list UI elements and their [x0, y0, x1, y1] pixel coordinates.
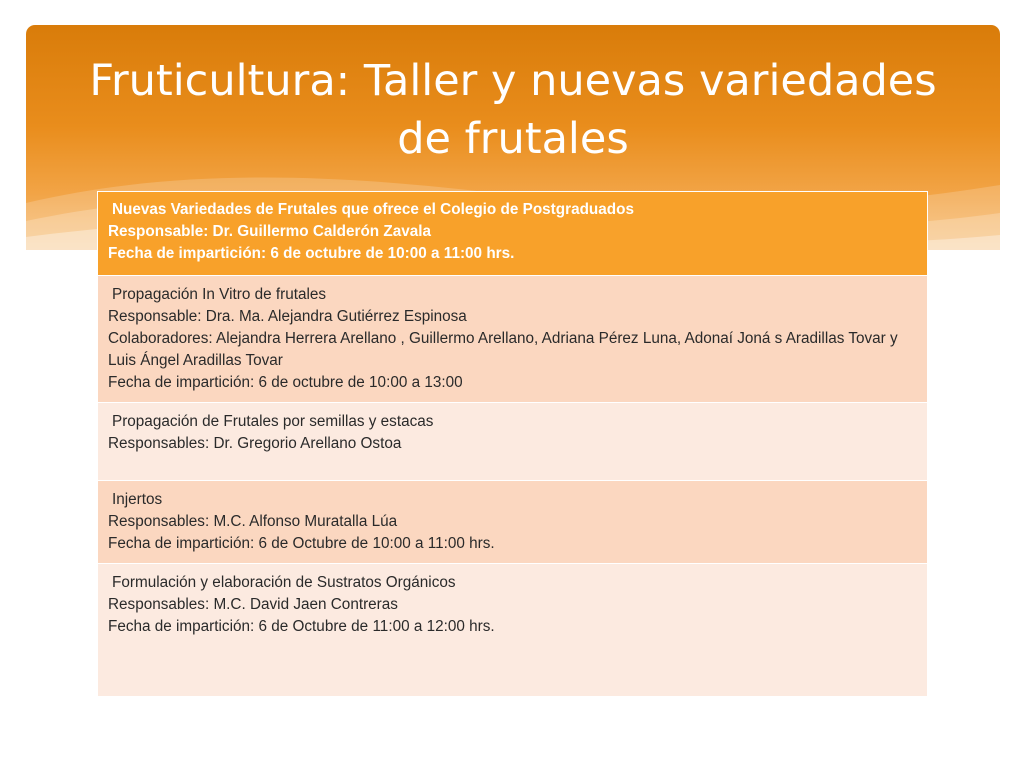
session-collaborators: Colaboradores: Alejandra Herrera Arellano , Guillermo Arellano, Adriana Pérez Luna, Adonaí Joná s Aradillas Tovar y Luis Ángel Aradillas Tovar [108, 330, 898, 369]
session-title: Formulación y elaboración de Sustratos Orgánicos [112, 574, 456, 591]
session-date: Fecha de impartición: 6 de octubre de 10:00 a 13:00 [108, 374, 463, 391]
workshop-schedule-table [97, 191, 928, 697]
slide-title-line-1: Fruticultura: Taller y nuevas variedades [89, 56, 937, 106]
session-responsible: Responsables: Dr. Gregorio Arellano Ostoa [108, 435, 402, 452]
table-cell [98, 192, 928, 276]
session-responsible: Responsable: Dr. Guillermo Calderón Zavala [108, 223, 432, 240]
table-row-header [98, 192, 928, 276]
session-title: Propagación de Frutales por semillas y estacas [112, 413, 434, 430]
session-title: Nuevas Variedades de Frutales que ofrece el Colegio de Postgraduados [112, 201, 634, 218]
table-cell [98, 564, 928, 697]
session-date: Fecha de impartición: 6 de octubre de 10:00 a 11:00 hrs. [108, 245, 515, 262]
table-cell [98, 276, 928, 403]
slide-title-line-2: de frutales [397, 114, 629, 164]
table-cell [98, 481, 928, 564]
table-cell [98, 403, 928, 481]
table-row [98, 276, 928, 403]
session-title: Injertos [112, 491, 163, 508]
table-row [98, 403, 928, 481]
slide-title [26, 52, 1000, 168]
session-responsible: Responsables: M.C. Alfonso Muratalla Lúa [108, 513, 398, 530]
session-responsible: Responsables: M.C. David Jaen Contreras [108, 596, 398, 613]
session-responsible: Responsable: Dra. Ma. Alejandra Gutiérrez Espinosa [108, 308, 467, 325]
session-title: Propagación In Vitro de frutales [112, 286, 327, 303]
session-date: Fecha de impartición: 6 de Octubre de 10:00 a 11:00 hrs. [108, 535, 495, 552]
table-row [98, 564, 928, 697]
table-row [98, 481, 928, 564]
session-date: Fecha de impartición: 6 de Octubre de 11:00 a 12:00 hrs. [108, 618, 495, 635]
